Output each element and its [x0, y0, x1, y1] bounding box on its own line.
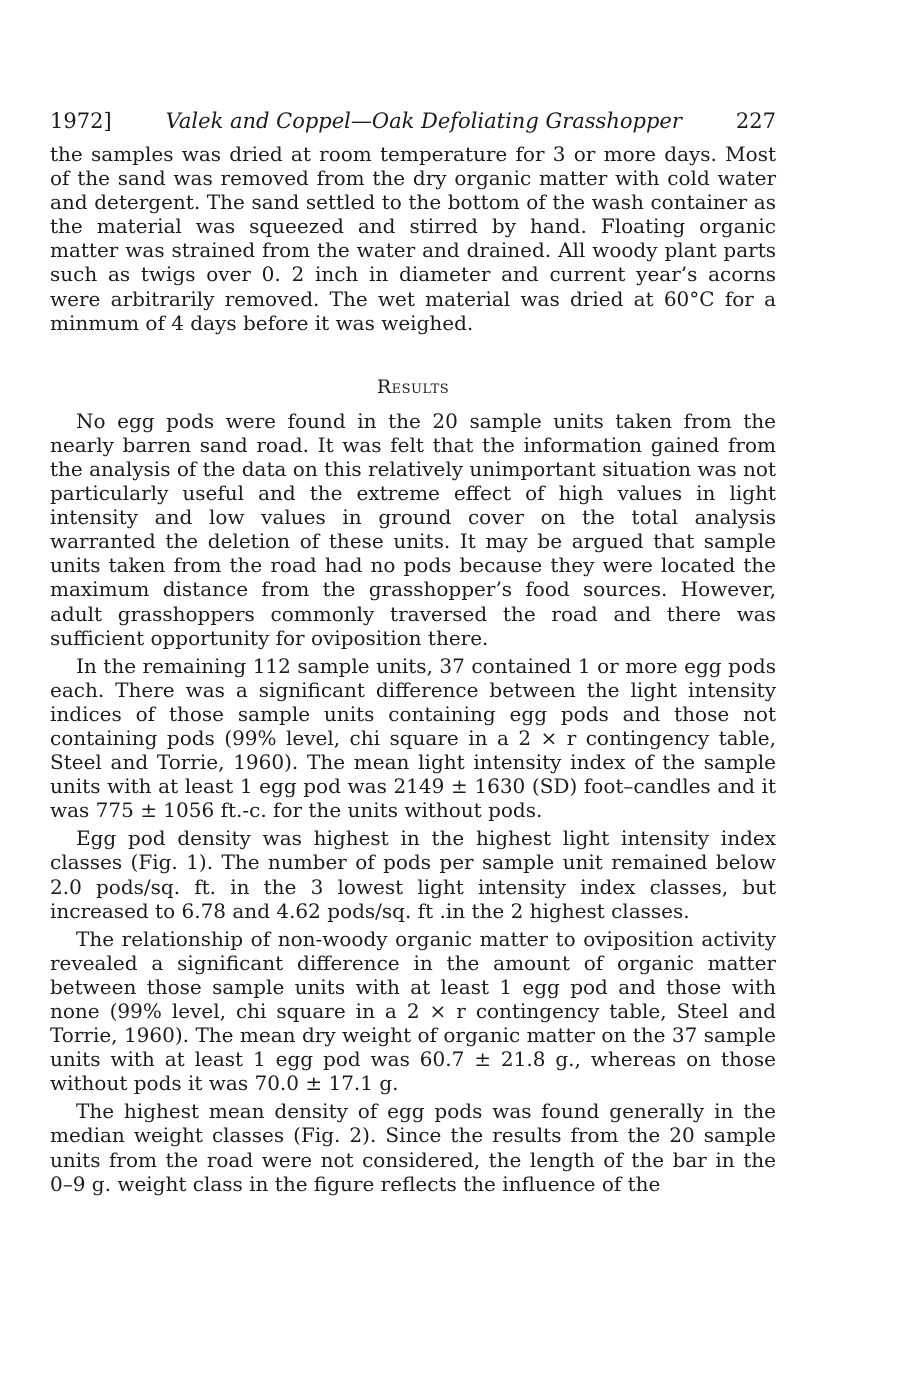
- running-head: [50, 108, 776, 140]
- section-heading: Results: [376, 375, 450, 398]
- header-year: 1972]: [50, 109, 112, 133]
- paragraph: In the remaining 112 sample units, 37 contained 1 or more egg pods each. There was a significant difference between the light intensity indices of those sample units containing egg pods and those not containing pods (99% level, chi square in a 2 × r contingency table, Steel and Torrie, 1960). The mean light intensity index of the sample units with at least 1 egg pod was 2149 ± 1630 (SD) foot–candles and it was 775 ± 1056 ft.-c. for the units without pods.: [50, 653, 776, 823]
- paragraph: No egg pods were found in the 20 sample units taken from the nearly barren sand road. It was felt that the information gained from the analysis of the data on this relatively unimportant situation was not particularly useful and the extreme effect of high values in light intensity and low values in ground cover on the total analysis warranted the deletion of these units. It may be argued that sample units taken from the road had no pods because they were located the maximum distance from the grasshopper’s food sources. However, adult grasshoppers commonly traversed the road and there was sufficient opportunity for oviposition there.: [50, 408, 776, 650]
- paragraph: The relationship of non-woody organic matter to oviposition activity revealed a significant difference in the amount of organic matter between those sample units with at least 1 egg pod and those with none (99% level, chi square in a 2 × r contingency table, Steel and Torrie, 1960). The mean dry weight of organic matter on the 37 sample units with at least 1 egg pod was 60.7 ± 21.8 g., whereas on those without pods it was 70.0 ± 17.1 g.: [50, 926, 776, 1096]
- page-number: 227: [735, 109, 776, 133]
- header-title: Valek and Coppel—Oak Defoliating Grasshopper: [165, 109, 682, 133]
- journal-page: [50, 108, 776, 1196]
- paragraph: The highest mean density of egg pods was found generally in the median weight classes (Fig. 2). Since the results from the 20 sample units from the road were not considered, the length of the bar in the 0–9 g. weight class in the figure reflects the influence of the: [50, 1099, 776, 1196]
- paragraph: Egg pod density was highest in the highest light intensity index classes (Fig. 1). The number of pods per sample unit remained below 2.0 pods/sq. ft. in the 3 lowest light intensity index classes, but increased to 6.78 and 4.62 pods/sq. ft .in the 2 highest classes.: [50, 826, 776, 923]
- article-body: [50, 142, 776, 1196]
- paragraph-continued: the samples was dried at room temperature for 3 or more days. Most of the sand was removed from the dry organic matter with cold water and detergent. The sand settled to the bottom of the wash container as the material was squeezed and stirred by hand. Floating organic matter was strained from the water and drained. All woody plant parts such as twigs over 0. 2 inch in diameter and current year’s acorns were arbitrarily removed. The wet material was dried at 60°C for a minmum of 4 days before it was weighed.: [50, 142, 776, 335]
